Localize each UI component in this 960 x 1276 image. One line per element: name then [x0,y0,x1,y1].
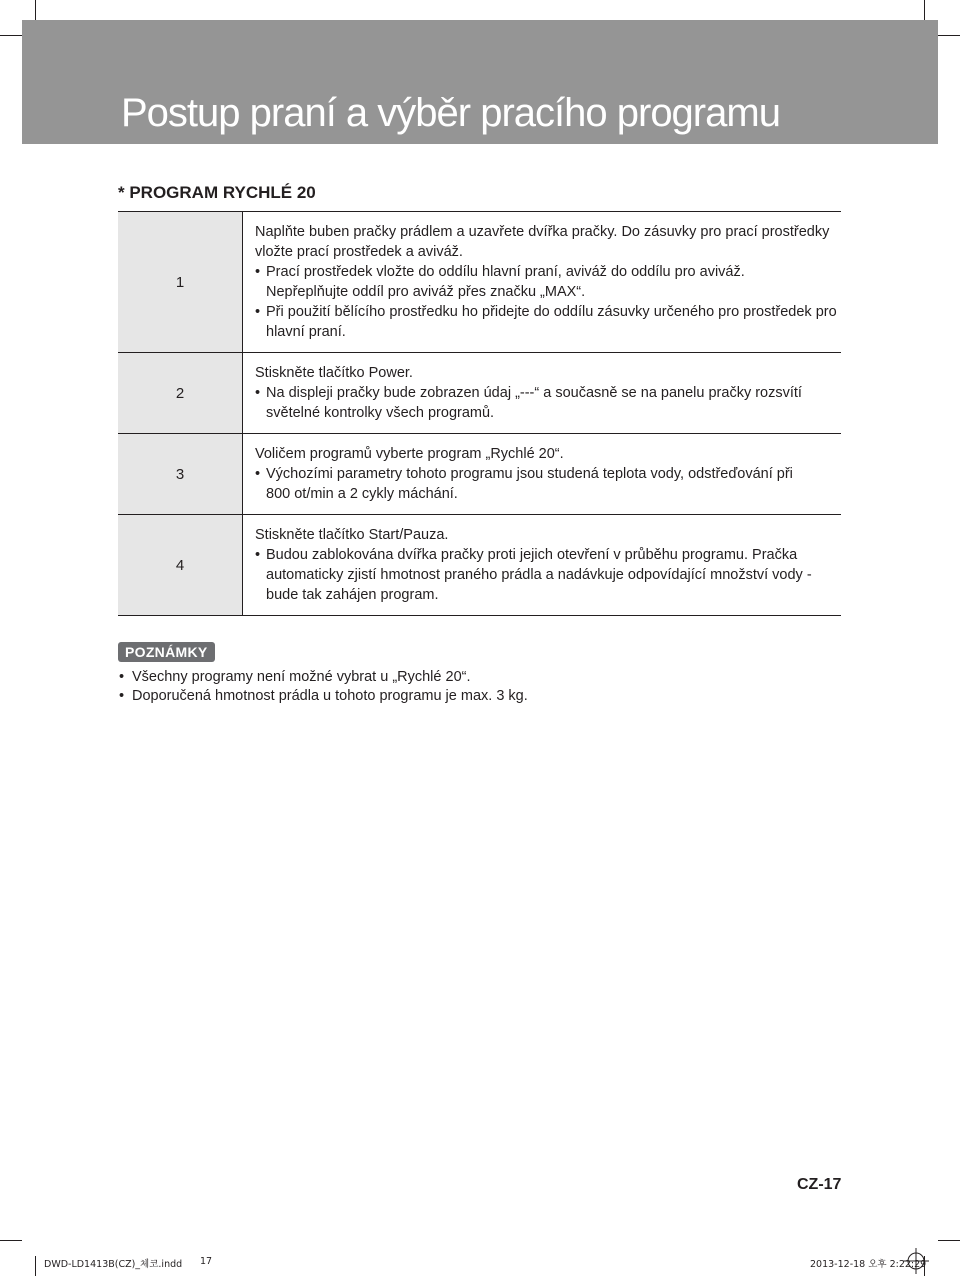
notes-list [119,668,528,706]
crop-mark [924,0,925,20]
step-text: vložte prací prostředek a aviváž. [255,244,463,260]
step-bullet: • Budou zablokována dvířka pračky proti jejich otevření v průběhu programu. Pračka automaticky zjistí hmotnost praného prádla a nadávkuje odpovídající množství vody - bude tak zahájen program. [255,545,826,605]
table-row [118,515,841,616]
step-content [243,353,842,434]
note-item: • Doporučená hmotnost prádla u tohoto programu je max. 3 kg. [119,687,528,706]
table-row [118,353,841,434]
step-text: Stiskněte tlačítko Power. [255,365,413,381]
step-content [243,212,842,353]
step-text: Naplňte buben pračky prádlem a uzavřete dvířka pračky. Do zásuvky pro prací prostředky [255,224,830,240]
section-heading: * PROGRAM RYCHLÉ 20 [118,183,316,202]
step-bullet: • Při použití bělícího prostředku ho přidejte do oddílu zásuvky určeného pro prostředek pro hlavní praní. [255,302,841,342]
step-number: 3 [118,434,243,515]
footer-filename: DWD-LD1413B(CZ)_체코.indd [44,1259,183,1270]
step-content [243,434,842,515]
page-title: Postup praní a výběr pracího programu [121,91,780,135]
table-row [118,212,841,353]
note-item: • Všechny programy není možné vybrat u „Rychlé 20“. [119,668,528,687]
step-text: Stiskněte tlačítko Start/Pauza. [255,527,449,543]
registration-mark-icon [903,1248,929,1274]
crop-mark [35,0,36,20]
step-bullet: • Na displeji pračky bude zobrazen údaj „---“ a současně se na panelu pračky rozsvítí světelné kontrolky všech programů. [255,383,811,423]
crop-mark [0,1240,22,1241]
footer-file-page: 17 [200,1256,213,1267]
steps-table [118,211,841,616]
step-number: 2 [118,353,243,434]
step-bullet: • Prací prostředek vložte do oddílu hlavní praní, aviváž do oddílu pro aviváž. Nepřeplňujte oddíl pro aviváž přes značku „MAX“. [255,262,826,302]
notes-badge: POZNÁMKY [118,642,215,662]
step-number: 1 [118,212,243,353]
page-number: CZ-17 [797,1176,842,1193]
table-row [118,434,841,515]
crop-mark [35,1256,36,1276]
step-bullet: • Výchozími parametry tohoto programu jsou studená teplota vody, odstřeďování při 800 ot/min a 2 cykly máchání. [255,464,806,504]
step-content [243,515,842,616]
crop-mark [938,1240,960,1241]
footer-date: 2013-12-18 오후 2:22:29 [810,1259,927,1270]
crop-mark [0,35,22,36]
step-number: 4 [118,515,243,616]
step-text: Voličem programů vyberte program „Rychlé 20“. [255,446,564,462]
crop-mark [938,35,960,36]
